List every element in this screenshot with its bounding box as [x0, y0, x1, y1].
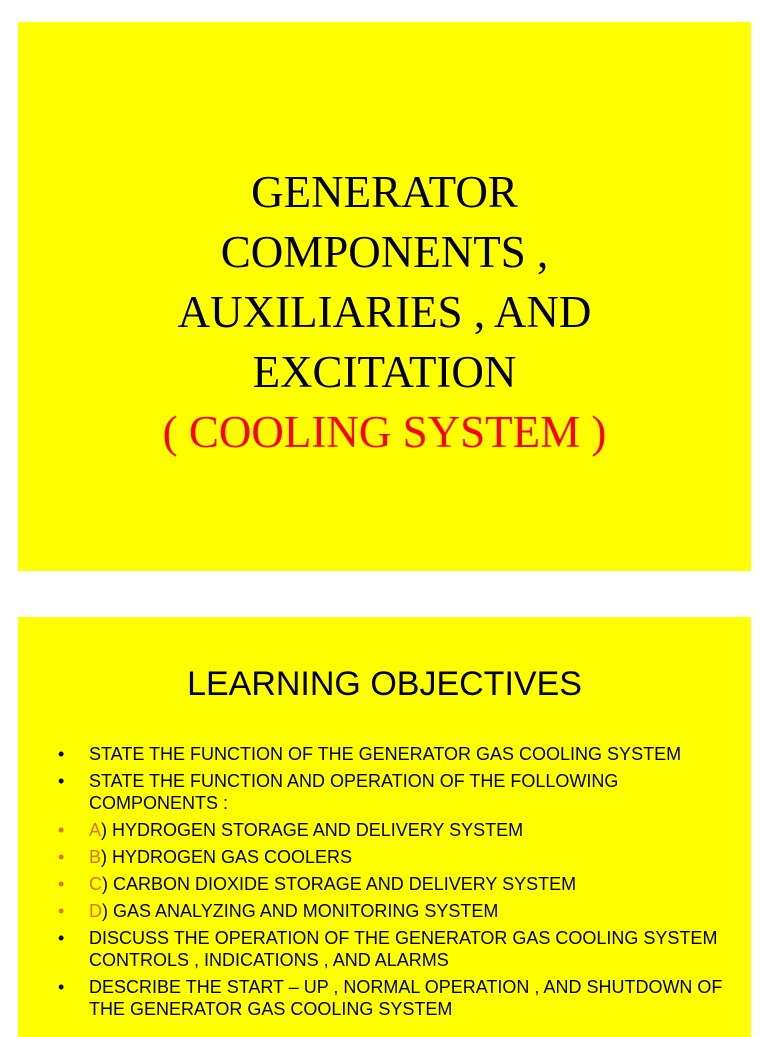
title-slide	[18, 22, 751, 571]
title-line: GENERATOR	[251, 167, 518, 217]
item-letter: D	[89, 901, 102, 921]
objective-sub-item	[56, 900, 736, 922]
objectives-list	[56, 743, 736, 1025]
bullet-icon: •	[58, 928, 65, 948]
bullet-icon: •	[58, 771, 65, 791]
title-line: EXCITATION	[252, 347, 517, 397]
objectives-slide	[18, 617, 751, 1037]
objective-text: DISCUSS THE OPERATION OF THE GENERATOR GAS COOLING SYSTEM CONTROLS , INDICATIONS , AND ALARMS	[89, 928, 718, 970]
bullet-icon: •	[58, 744, 65, 764]
objective-item	[56, 770, 736, 814]
slide-title	[18, 162, 751, 462]
item-letter: C	[89, 874, 102, 894]
objective-item	[56, 976, 736, 1020]
item-letter: B	[89, 847, 102, 867]
title-line: COMPONENTS ,	[220, 227, 549, 277]
objective-text: ) HYDROGEN GAS COOLERS	[101, 847, 353, 867]
objective-text: ) GAS ANALYZING AND MONITORING SYSTEM	[102, 901, 499, 921]
objective-item	[56, 743, 736, 765]
item-letter: A	[89, 820, 102, 840]
objective-text: ) HYDROGEN STORAGE AND DELIVERY SYSTEM	[101, 820, 524, 840]
objective-text: ) CARBON DIOXIDE STORAGE AND DELIVERY SYSTEM	[102, 874, 577, 894]
objectives-heading: LEARNING OBJECTIVES	[187, 665, 582, 703]
bullet-icon: •	[58, 874, 65, 894]
bullet-icon: •	[58, 901, 65, 921]
objective-sub-item	[56, 846, 736, 868]
bullet-icon: •	[58, 820, 65, 840]
objective-text: STATE THE FUNCTION AND OPERATION OF THE FOLLOWING COMPONENTS :	[89, 771, 619, 813]
objective-sub-item	[56, 819, 736, 841]
bullet-icon: •	[58, 977, 65, 997]
title-line: AUXILIARIES , AND	[177, 287, 592, 337]
objective-sub-item	[56, 873, 736, 895]
objective-text: DESCRIBE THE START – UP , NORMAL OPERATION , AND SHUTDOWN OF THE GENERATOR GAS COOLING SYSTEM	[89, 977, 723, 1019]
slide-subtitle: ( COOLING SYSTEM )	[162, 407, 607, 457]
objective-item	[56, 927, 736, 971]
objective-text: STATE THE FUNCTION OF THE GENERATOR GAS COOLING SYSTEM	[89, 744, 682, 764]
bullet-icon: •	[58, 847, 65, 867]
